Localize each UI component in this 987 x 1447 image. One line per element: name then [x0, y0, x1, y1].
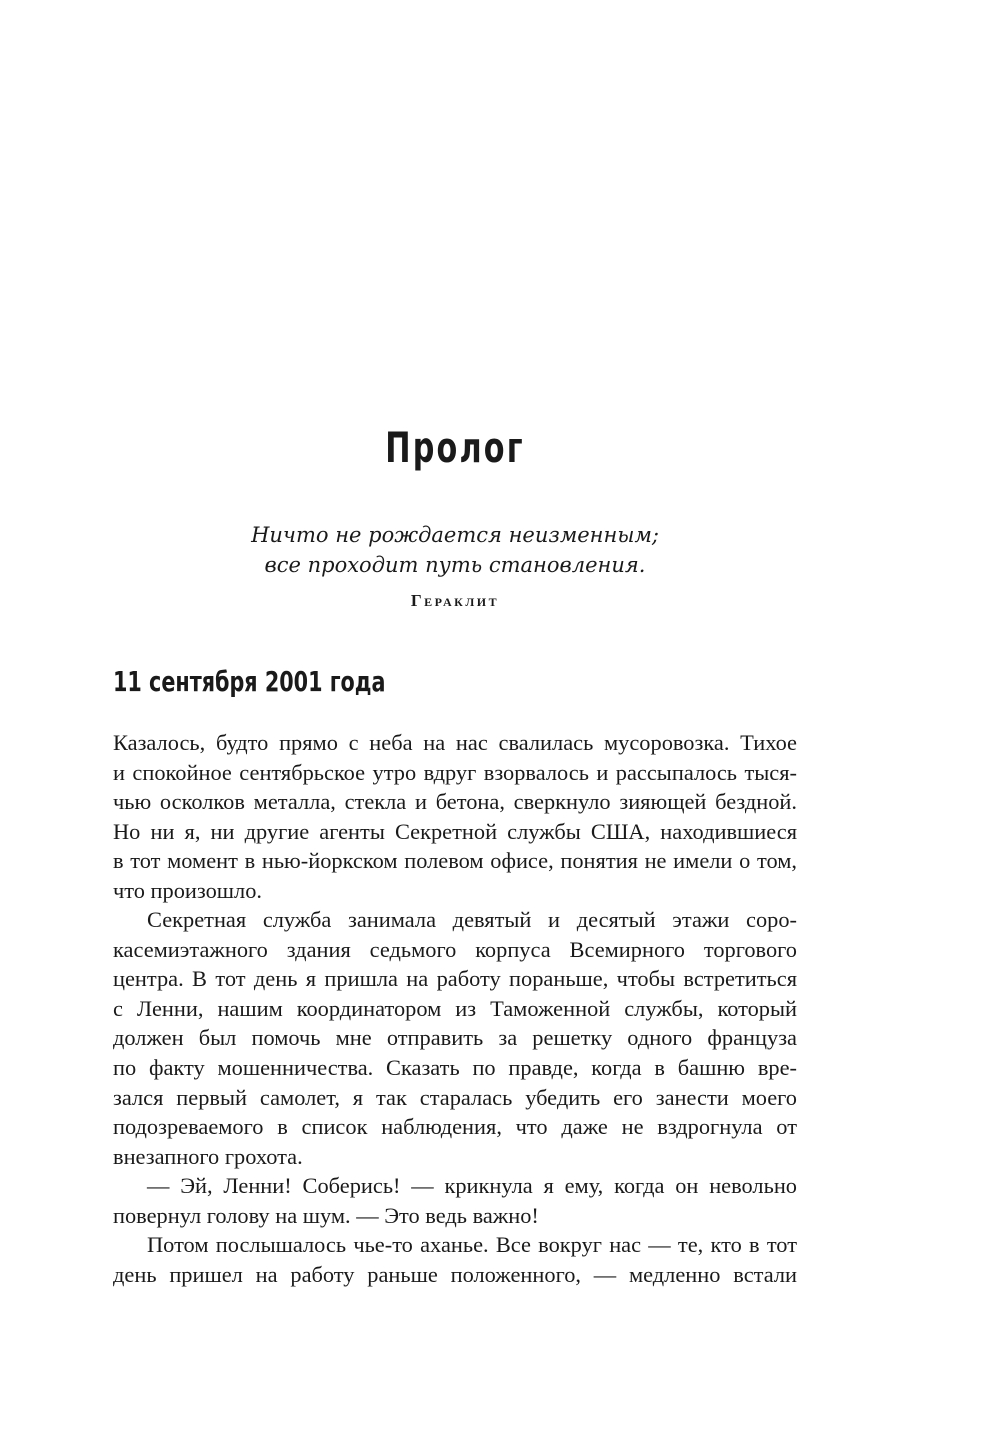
- text-line: повернул голову на шум. — Это ведь важно!: [113, 1202, 539, 1228]
- text-line: день пришел на работу раньше положенного, — медленно встали: [113, 1261, 797, 1287]
- text-line: в тот момент в нью-йоркском полевом офисе, понятия не имели о том,: [113, 848, 797, 874]
- section-heading: 11 сентября 2001 года: [113, 665, 386, 698]
- text-line: Потом послышалось чье-то аханье. Все вокруг нас — те, кто в тот: [147, 1232, 797, 1258]
- text-line: Секретная служба занимала девятый и десятый этажи соро-: [147, 907, 797, 933]
- text-line: касемиэтажного здания седьмого корпуса Всемирного торгового: [113, 936, 797, 962]
- text-line: чью осколков металла, стекла и бетона, сверкнуло зияющей бездной.: [113, 789, 797, 815]
- epigraph: [0, 520, 910, 580]
- chapter-title: Пролог: [385, 423, 525, 472]
- text-line: внезапного грохота.: [113, 1143, 303, 1169]
- epigraph-line: Ничто не рождается неизменным;: [251, 523, 659, 547]
- text-line: центра. В тот день я пришла на работу пораньше, чтобы встретиться: [113, 966, 797, 992]
- text-line: и спокойное сентябрьское утро вдруг взорвалось и рассыпалось тыся-: [113, 759, 797, 785]
- text-line: должен был помочь мне отправить за решетку одного француза: [113, 1025, 797, 1051]
- text-line: с Ленни, нашим координатором из Таможенной службы, который: [113, 995, 797, 1021]
- epigraph-author: Гераклит: [410, 591, 500, 610]
- text-line: подозреваемого в список наблюдения, что даже не вздрогнула от: [113, 1114, 797, 1140]
- text-line: что произошло.: [113, 877, 263, 903]
- text-line: по факту мошенничества. Сказать по правде, когда в башню вре-: [113, 1055, 797, 1081]
- text-line: Но ни я, ни другие агенты Секретной службы США, находившиеся: [113, 818, 797, 844]
- text-line: — Эй, Ленни! Соберись! — крикнула я ему, когда он невольно: [147, 1173, 797, 1199]
- epigraph-line: все проходит путь становления.: [264, 553, 646, 577]
- body-text: [113, 728, 797, 1289]
- text-line: зался первый самолет, я так старалась убедить его занести моего: [113, 1084, 797, 1110]
- text-line: Казалось, будто прямо с неба на нас свалилась мусоровозка. Тихое: [113, 730, 797, 755]
